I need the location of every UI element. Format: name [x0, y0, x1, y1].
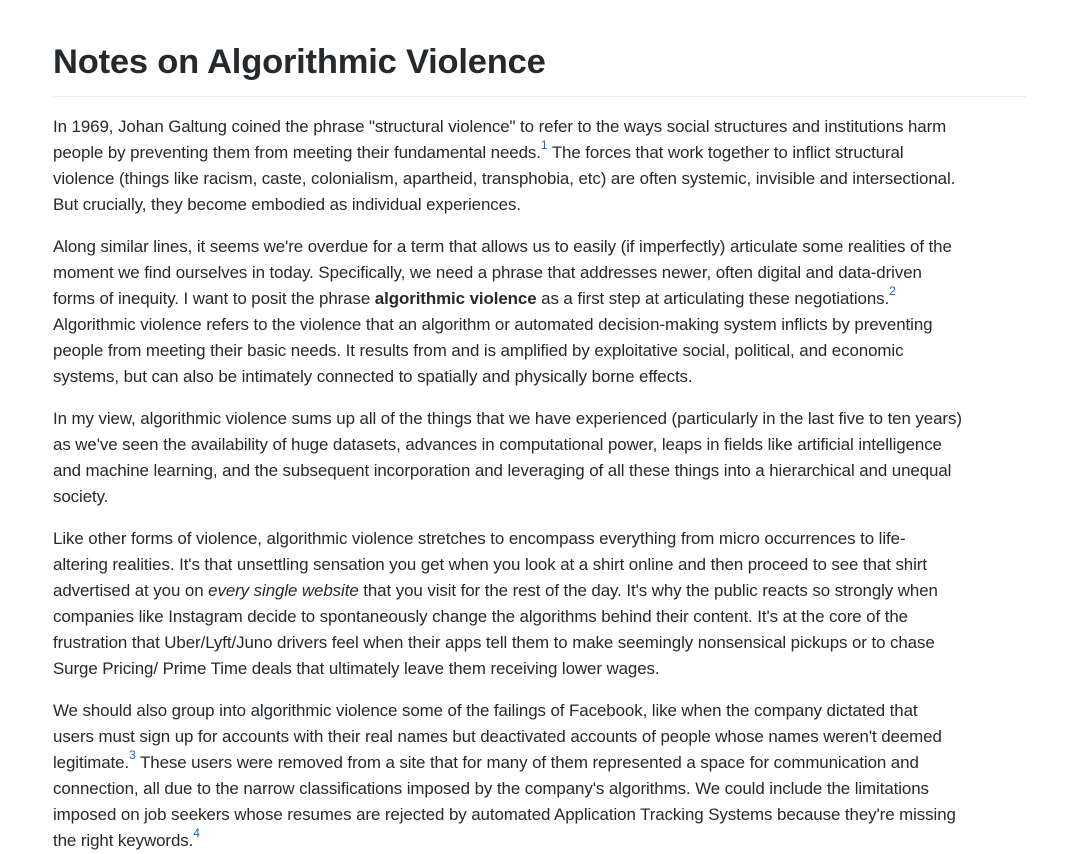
- footnote-link-2[interactable]: 2: [889, 284, 896, 299]
- paragraph: [53, 406, 1026, 510]
- footnote-link-4[interactable]: 4: [193, 826, 200, 841]
- italic-emphasis: every single website: [208, 581, 359, 600]
- text-line: In 1969, Johan Galtung coined the phrase "structural violence" to refer to the ways social structures and institutions harm: [53, 117, 947, 136]
- text-line: and machine learning, and the subsequent incorporation and leveraging of all these things into a hierarchical and unequal: [53, 461, 952, 480]
- text-line: advertised at you on every single website that you visit for the rest of the day. It's why the public reacts so strongly when: [53, 581, 938, 600]
- text-line: altering realities. It's that unsettling sensation you get when you look at a shirt online and then proceed to see that shirt: [53, 555, 927, 574]
- text-line: But crucially, they become embodied as individual experiences.: [53, 195, 521, 214]
- text-line: In my view, algorithmic violence sums up all of the things that we have experienced (particularly in the last five to ten years): [53, 409, 962, 428]
- paragraph: [53, 698, 1026, 854]
- text-line: We should also group into algorithmic violence some of the failings of Facebook, like when the company dictated that: [53, 701, 918, 720]
- paragraph: [53, 234, 1026, 390]
- text-line: as we've seen the availability of huge datasets, advances in computational power, leaps in fields like artificial intelligence: [53, 435, 942, 454]
- bold-term: algorithmic violence: [374, 289, 537, 308]
- article: [53, 0, 1026, 854]
- text-line: Like other forms of violence, algorithmic violence stretches to encompass everything from micro occurrences to life-: [53, 529, 906, 548]
- text-line: systems, but can also be intimately connected to spatially and physically borne effects.: [53, 367, 693, 386]
- text-line: companies like Instagram decide to spontaneously change the algorithms behind their content. It's at the core of the: [53, 607, 908, 626]
- text-line: Surge Pricing/ Prime Time deals that ultimately leave them receiving lower wages.: [53, 659, 660, 678]
- text-line: people by preventing them from meeting their fundamental needs.$^1$ The forces that work together to inflict structural: [53, 138, 904, 162]
- text-line: Algorithmic violence refers to the violence that an algorithm or automated decision-making system inflicts by preventing: [53, 315, 933, 334]
- text-line: violence (things like racism, caste, colonialism, apartheid, transphobia, etc) are often systemic, invisible and intersectional.: [53, 169, 956, 188]
- text-line: legitimate.$^3$ These users were removed from a site that for many of them represented a space for communication and: [53, 748, 919, 772]
- text-line: connection, all due to the narrow classifications imposed by the company's algorithms. We could include the limitations: [53, 779, 929, 798]
- paragraph: [53, 114, 1026, 218]
- footnote-link-1[interactable]: 1: [540, 138, 548, 153]
- text-line: society.: [53, 487, 109, 506]
- page-title: Notes on Algorithmic Violence: [53, 0, 1026, 97]
- text-line: frustration that Uber/Lyft/Juno drivers feel when their apps tell them to make seemingly nonsensical pickups or to chase: [53, 633, 935, 652]
- paragraph: [53, 526, 1026, 682]
- text-line: the right keywords.$^4$: [53, 826, 200, 850]
- text-line: forms of inequity. I want to posit the phrase algorithmic violence as a first step at articulating these negotiations.$^2$: [53, 284, 896, 308]
- text-line: people from meeting their basic needs. It results from and is amplified by exploitative social, political, and economic: [53, 341, 904, 360]
- text-line: imposed on job seekers whose resumes are rejected by automated Application Tracking Systems because they're missing: [53, 805, 956, 824]
- footnote-link-3[interactable]: 3: [129, 748, 136, 763]
- text-line: moment we find ourselves in today. Specifically, we need a phrase that addresses newer, often digital and data-driven: [53, 263, 922, 282]
- text-line: users must sign up for accounts with their real names but deactivated accounts of people whose names weren't deemed: [53, 727, 942, 746]
- text-line: Along similar lines, it seems we're overdue for a term that allows us to easily (if imperfectly) articulate some realities of the: [53, 237, 952, 256]
